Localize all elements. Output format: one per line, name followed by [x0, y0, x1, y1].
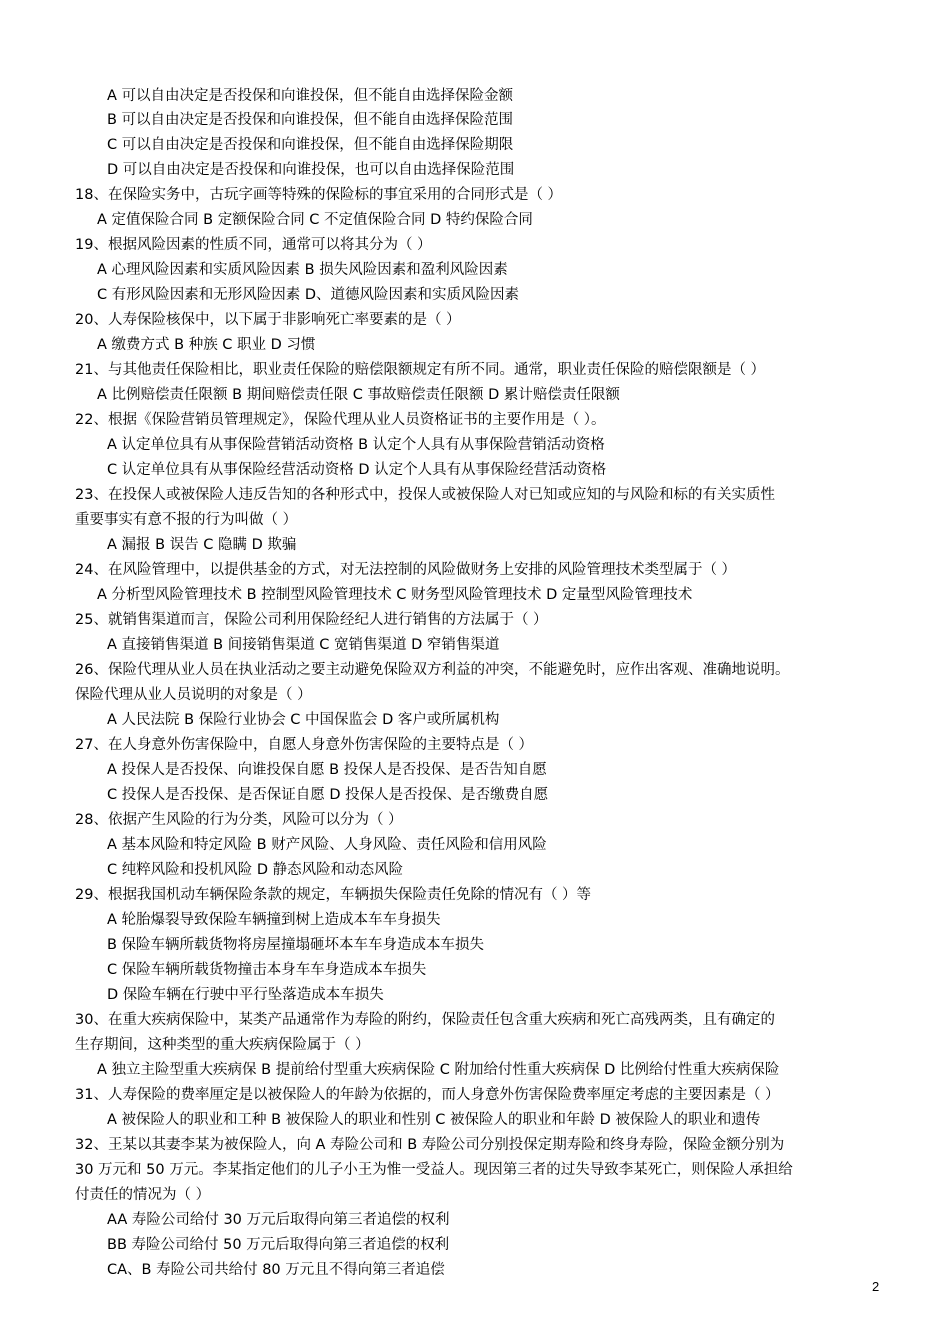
text-line: A 分析型风险管理技术 B 控制型风险管理技术 C 财务型风险管理技术 D 定量型风险管理技术	[97, 587, 693, 603]
text-line: 20、人寿保险核保中，以下属于非影响死亡率要素的是（ ）	[75, 312, 461, 328]
text-line: D 可以自由决定是否投保和向谁投保，也可以自由选择保险范围	[107, 162, 515, 178]
text-line: A 认定单位具有从事保险营销活动资格 B 认定个人具有从事保险营销活动资格	[107, 437, 605, 453]
text-line: 付责任的情况为（ ）	[75, 1187, 211, 1203]
text-line: A 基本风险和特定风险 B 财产风险、人身风险、责任风险和信用风险	[107, 837, 547, 853]
text-line: BB 寿险公司给付 50 万元后取得向第三者追偿的权利	[107, 1237, 450, 1253]
text-line: C 认定单位具有从事保险经营活动资格 D 认定个人具有从事保险经营活动资格	[107, 462, 607, 478]
text-line: A 投保人是否投保、向谁投保自愿 B 投保人是否投保、是否告知自愿	[107, 762, 547, 778]
text-line: 32、王某以其妻李某为被保险人，向 A 寿险公司和 B 寿险公司分别投保定期寿险和终身寿险，保险金额分别为	[75, 1137, 785, 1153]
text-line: C 可以自由决定是否投保和向谁投保，但不能自由选择保险期限	[107, 137, 514, 153]
text-line: 24、在风险管理中，以提供基金的方式，对无法控制的风险做财务上安排的风险管理技术类型属于（ ）	[75, 562, 737, 578]
text-line: C 保险车辆所载货物撞击本身车车身造成本车损失	[107, 962, 427, 978]
text-line: 30、在重大疾病保险中，某类产品通常作为寿险的附约，保险责任包含重大疾病和死亡高残两类，且有确定的	[75, 1012, 775, 1028]
text-line: 28、依据产生风险的行为分类，风险可以分为（ ）	[75, 812, 403, 828]
text-line: 26、保险代理从业人员在执业活动之要主动避免保险双方利益的冲突，不能避免时，应作出客观、准确地说明。	[75, 662, 790, 678]
text-line: B 可以自由决定是否投保和向谁投保，但不能自由选择保险范围	[107, 112, 514, 128]
text-line: D 保险车辆在行驶中平行坠落造成本车损失	[107, 987, 384, 1003]
text-line: A 人民法院 B 保险行业协会 C 中国保监会 D 客户或所属机构	[107, 712, 500, 728]
text-line: A 比例赔偿责任限额 B 期间赔偿责任限 C 事故赔偿责任限额 D 累计赔偿责任限额	[97, 387, 620, 403]
text-line: A 漏报 B 误告 C 隐瞒 D 欺骗	[107, 537, 297, 553]
text-line: 30 万元和 50 万元。李某指定他们的儿子小王为惟一受益人。现因第三者的过失导致李某死亡，则保险人承担给	[75, 1162, 793, 1178]
text-line: 31、人寿保险的费率厘定是以被保险人的年龄为依据的，而人身意外伤害保险费率厘定考虑的主要因素是（ ）	[75, 1087, 780, 1103]
text-line: CA、B 寿险公司共给付 80 万元且不得向第三者追偿	[107, 1262, 445, 1278]
text-line: A 直接销售渠道 B 间接销售渠道 C 宽销售渠道 D 窄销售渠道	[107, 637, 500, 653]
text-line: A 轮胎爆裂导致保险车辆撞到树上造成本车车身损失	[107, 912, 441, 928]
text-line: A 定值保险合同 B 定额保险合同 C 不定值保险合同 D 特约保险合同	[97, 212, 533, 228]
page-number: 2	[872, 1279, 880, 1294]
text-line: AA 寿险公司给付 30 万元后取得向第三者追偿的权利	[107, 1212, 450, 1228]
text-line: 19、根据风险因素的性质不同，通常可以将其分为（ ）	[75, 237, 432, 253]
text-line: 18、在保险实务中，古玩字画等特殊的保险标的事宜采用的合同形式是（ ）	[75, 187, 563, 203]
text-line: A 缴费方式 B 种族 C 职业 D 习惯	[97, 337, 316, 353]
text-line: 23、在投保人或被保险人违反告知的各种形式中，投保人或被保险人对已知或应知的与风险和标的有关实质性	[75, 487, 775, 503]
text-line: 重要事实有意不报的行为叫做（ ）	[75, 512, 298, 528]
text-line: 27、在人身意外伤害保险中，自愿人身意外伤害保险的主要特点是（ ）	[75, 737, 534, 753]
text-line: A 心理风险因素和实质风险因素 B 损失风险因素和盈利风险因素	[97, 262, 508, 278]
text-line: 22、根据《保险营销员管理规定》，保险代理从业人员资格证书的主要作用是（ ）。	[75, 412, 606, 428]
text-line: A 可以自由决定是否投保和向谁投保，但不能自由选择保险金额	[107, 88, 514, 104]
text-line: 25、就销售渠道而言，保险公司利用保险经纪人进行销售的方法属于（ ）	[75, 612, 548, 628]
text-line: 29、根据我国机动车辆保险条款的规定，车辆损失保险责任免除的情况有（ ）等	[75, 887, 592, 903]
text-line: 21、与其他责任保险相比，职业责任保险的赔偿限额规定有所不同。通常，职业责任保险的赔偿限额是（ ）	[75, 362, 766, 378]
text-line: 保险代理从业人员说明的对象是（ ）	[75, 687, 312, 703]
text-line: C 有形风险因素和无形风险因素 D、道德风险因素和实质风险因素	[97, 287, 520, 303]
text-line: C 投保人是否投保、是否保证自愿 D 投保人是否投保、是否缴费自愿	[107, 787, 549, 803]
text-line: A 独立主险型重大疾病保 B 提前给付型重大疾病保险 C 附加给付性重大疾病保 D 比例给付性重大疾病保险	[97, 1062, 780, 1078]
text-line: 生存期间，这种类型的重大疾病保险属于（ ）	[75, 1037, 370, 1053]
text-line: C 纯粹风险和投机风险 D 静态风险和动态风险	[107, 862, 404, 878]
text-line: A 被保险人的职业和工种 B 被保险人的职业和性别 C 被保险人的职业和年龄 D 被保险人的职业和遗传	[107, 1112, 761, 1128]
text-line: B 保险车辆所载货物将房屋撞塌砸坏本车车身造成本车损失	[107, 937, 485, 953]
